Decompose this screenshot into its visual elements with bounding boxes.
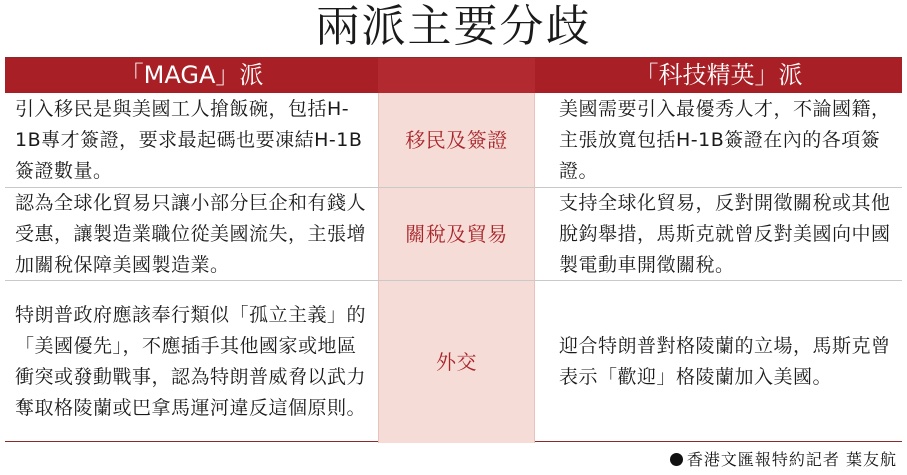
header-maga: 「MAGA」派 [5,58,378,93]
topic-text: 關稅及貿易 [405,221,508,246]
page-title: 兩派主要分歧 [315,1,592,52]
maga-cell [5,188,378,280]
tech-text: 美國需要引入最優秀人才，不論國籍，主張放寬包括H-1B簽證在內的各項簽證。 [559,97,891,182]
table-header [5,58,902,93]
bullet-icon [670,453,683,466]
tech-cell [535,188,902,280]
maga-text: 特朗普政府應該奉行類似「孤立主義」的「美國優先」，不應插手其他國家或地區衝突或發動戰事，認為特朗普威脅以武力奪取格陵蘭或巴拿馬運河違反這個原則。 [15,304,367,419]
tech-cell [535,281,902,443]
table-row [5,93,902,187]
maga-cell [5,281,378,443]
byline [670,448,897,472]
table-row [5,280,902,443]
maga-cell [5,93,378,187]
topic-text: 外交 [436,349,477,374]
maga-text: 引入移民是與美國工人搶飯碗，包括H-1B專才簽證，要求最起碼也要凍結H-1B簽證數量。 [15,97,363,182]
table-row [5,187,902,280]
topic-cell [378,188,535,280]
maga-text: 認為全球化貿易只讓小部分巨企和有錢人受惠，讓製造業職位從美國流失，主張增加關稅保障美國製造業。 [15,191,367,276]
topic-text: 移民及簽證 [405,127,508,152]
tech-text: 支持全球化貿易，反對開徵關稅或其他脫鈎舉措，馬斯克就曾反對美國向中國製電動車開徵關稅。 [559,191,891,276]
tech-text: 迎合特朗普對格陵蘭的立場，馬斯克曾表示「歡迎」格陵蘭加入美國。 [559,335,891,388]
comparison-table [5,57,902,442]
header-topic [378,58,535,93]
header-tech-elite: 「科技精英」派 [535,58,902,93]
topic-cell [378,93,535,187]
byline-text: 香港文匯報特約記者 葉友航 [686,450,897,469]
topic-cell [378,281,535,443]
tech-cell [535,93,902,187]
